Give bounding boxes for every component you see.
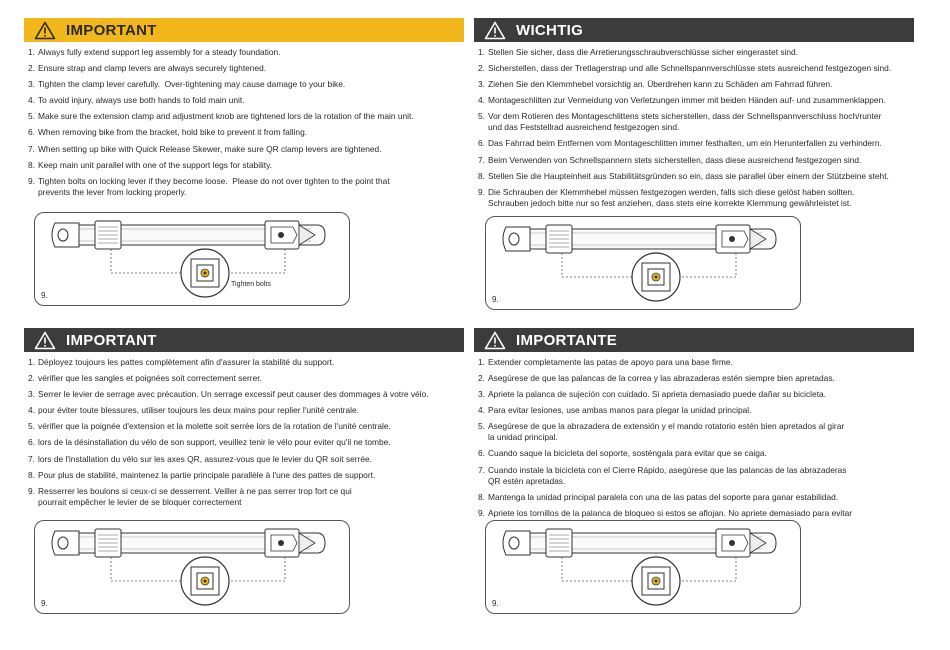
callout-line-left (562, 253, 636, 277)
section-english (24, 18, 464, 203)
list-item: 2. Sicherstellen, dass der Tretlagerstrap und alle Schnellspannverschlüsse stets ausreichend festgezogen sind. (478, 63, 892, 74)
callout-line-left (111, 249, 185, 273)
bolt-head (278, 540, 284, 546)
figure-tighten-bolts-de (485, 216, 801, 310)
list-item: 8. Mantenga la unidad principal paralela con una de las patas del soporte para ganar estabilidad. (478, 491, 839, 502)
section-title: IMPORTANTE (516, 331, 618, 349)
list-item: 4. pour éviter toute blessures, utiliser toujours les deux mains pour replier l'unité centrale. (28, 405, 359, 416)
list-item: 1. Extender completamente las patas de apoyo para una base firme. (478, 357, 733, 367)
list-item: 9. Tighten bolts on locking lever if they become loose. Please do not over tighten to the point that prevents the lever from locking properly. (28, 175, 390, 197)
list-item: 7. Beim Verwenden von Schnellspannern stets sicherstellen, dass diese ausreichend festgezogen sind. (478, 154, 862, 165)
list-item: 6. lors de la désinstallation du vélo de son support, veuillez tenir le vélo pour eviter qu'il ne tombe. (28, 437, 391, 448)
section-title: IMPORTANT (66, 331, 157, 349)
list-item: 6. Cuando saque la bicicleta del soporte, sosténgala para evitar que se caiga. (478, 448, 767, 459)
bolt-head (729, 236, 735, 242)
list-item: 7. Cuando instale la bicicleta con el Cierre Rápido, asegúrese que las palancas de las abrazaderas QR estén apretadas. (478, 464, 847, 486)
figure-caption: Tighten bolts (231, 281, 271, 288)
end-cap-left (52, 531, 79, 555)
figure-number: 9. (492, 599, 499, 608)
section-spanish (474, 328, 914, 535)
bar-drawing (52, 529, 325, 605)
list-item: 2. Ensure strap and clamp levers are always securely tightened. (28, 63, 267, 74)
list-item: 6. Das Fahrrad beim Entfernen vom Montageschlitten immer festhalten, um ein Herunterfallen zu verhindern. (478, 138, 882, 149)
bolt-center (204, 272, 207, 275)
list-item: 3. Apriete la palanca de sujeción con cuidado. Si aprieta demasiado puede dañar su bicicleta. (478, 389, 827, 400)
figure-number: 9. (41, 599, 48, 608)
list-item: 3. Serrer le levier de serrage avec précaution. Un serrage excessif peut causer des dommages à votre vélo. (28, 389, 429, 400)
warning-triangle-icon (484, 331, 506, 350)
figure-tighten-bolts-es (485, 520, 801, 614)
warning-triangle-icon (484, 21, 506, 40)
callout-line-right (676, 557, 736, 581)
callout-line-right (225, 249, 285, 273)
list-item: 5. vérifier que la poignée d'extension et la molette soit serrée lors de la rotation de l'unité centrale. (28, 421, 391, 432)
end-cap-left (503, 227, 530, 251)
figure-number: 9. (492, 295, 499, 304)
section-french (24, 328, 464, 513)
list-item: 7. When setting up bike with Quick Release Skewer, make sure QR clamp levers are tightened. (28, 143, 382, 154)
section-title: IMPORTANT (66, 21, 157, 39)
list-item: 4. Para evitar lesiones, use ambas manos para plegar la unidad principal. (478, 405, 752, 416)
main-unit-illustration (486, 521, 800, 613)
callout-line-left (111, 557, 185, 581)
list-item: 8. Stellen Sie die Haupteinheit aus Stabilitätsgründen so ein, dass sie parallel über einem der Stützbeine steht. (478, 170, 889, 181)
instruction-list (24, 47, 464, 198)
header-importante-es (474, 328, 914, 352)
list-item: 9. Die Schrauben der Klemmhebel müssen festgezogen werden, falls sich diese gelöst haben sollten. Schrauben jedoch bitte nur so fest anziehen, dass stets eine korrekte Klemmung gewährleistet ist. (478, 186, 855, 208)
section-german (474, 18, 914, 214)
list-item: 1. Stellen Sie sicher, dass die Arretierungsschraubverschlüsse sicher eingerastet sind. (478, 47, 799, 57)
figure-tighten-bolts-fr (34, 520, 350, 614)
list-item: 8. Pour plus de stabilité, maintenez la partie principale parallèle à l'une des pattes de support. (28, 469, 376, 480)
header-important-en (24, 18, 464, 42)
callout-line-right (676, 253, 736, 277)
instruction-list (24, 357, 464, 508)
warning-triangle-icon (34, 331, 56, 350)
bar-drawing (52, 221, 325, 297)
bolt-head (729, 540, 735, 546)
end-cap-left (52, 223, 79, 247)
list-item: 4. Montageschlitten zur Vermeidung von Verletzungen immer mit beiden Händen auf- und zusammenklappen. (478, 95, 886, 106)
main-unit-illustration (35, 521, 349, 613)
list-item: 5. Asegúrese de que la abrazadera de extensión y el mando rotatorio estén bien apretados al girar la unidad principal. (478, 421, 845, 443)
end-cap-left (503, 531, 530, 555)
list-item: 4. To avoid injury, always use both hands to fold main unit. (28, 95, 245, 106)
bolt-center (655, 580, 658, 583)
main-unit-illustration (486, 217, 800, 309)
list-item: 2. vérifier que les sangles et poignées soit correctement serrer. (28, 373, 262, 384)
list-item: 3. Tighten the clamp lever carefully. Over-tightening may cause damage to your bike. (28, 79, 346, 90)
list-item: 1. Always fully extend support leg assembly for a steady foundation. (28, 47, 281, 57)
list-item: 1. Déployez toujours les pattes complètement afin d'assurer la stabilité du support. (28, 357, 335, 367)
header-important-fr (24, 328, 464, 352)
callout-line-right (225, 557, 285, 581)
list-item: 9. Resserrer les boulons si ceux-ci se desserrent. Veiller à ne pas serrer trop fort ce qui pourrait empêcher le levier de se bloquer correctement (28, 485, 352, 507)
bolt-center (204, 580, 207, 583)
warning-triangle-icon (34, 21, 56, 40)
list-item: 8. Keep main unit parallel with one of the support legs for stability. (28, 159, 273, 170)
instruction-list (474, 47, 914, 209)
list-item: 2. Asegúrese de que las palancas de la correa y las abrazaderas estén siempre bien apretadas. (478, 373, 835, 384)
list-item: 3. Ziehen Sie den Klemmhebel vorsichtig an. Überdrehen kann zu Schäden am Fahrrad führen. (478, 79, 833, 90)
callout-line-left (562, 557, 636, 581)
list-item: 5. Vor dem Rotieren des Montageschlittens stets sicherstellen, dass der Schnellspannverschluss hoch/runter und das Feststellrad ausreichend festgezogen sind. (478, 111, 882, 133)
section-title: WICHTIG (516, 21, 584, 39)
figure-tighten-bolts-en (34, 212, 350, 306)
main-unit-illustration (35, 213, 349, 305)
instruction-list (474, 357, 914, 530)
list-item: 6. When removing bike from the bracket, hold bike to prevent it from falling. (28, 127, 308, 138)
list-item: 7. lors de l'installation du vélo sur les axes QR, assurez-vous que le levier du QR soit serrée. (28, 453, 372, 464)
bolt-center (655, 276, 658, 279)
bolt-head (278, 232, 284, 238)
bar-drawing (503, 225, 776, 301)
bar-drawing (503, 529, 776, 605)
list-item: 9. Apriete los tornillos de la palanca de bloqueo si estos se aflojan. No apriete demasiado para evitar (478, 507, 853, 518)
list-item: 5. Make sure the extension clamp and adjustment knob are tightened lors de la rotation of the main unit. (28, 111, 414, 122)
figure-number: 9. (41, 291, 48, 300)
header-wichtig-de (474, 18, 914, 42)
